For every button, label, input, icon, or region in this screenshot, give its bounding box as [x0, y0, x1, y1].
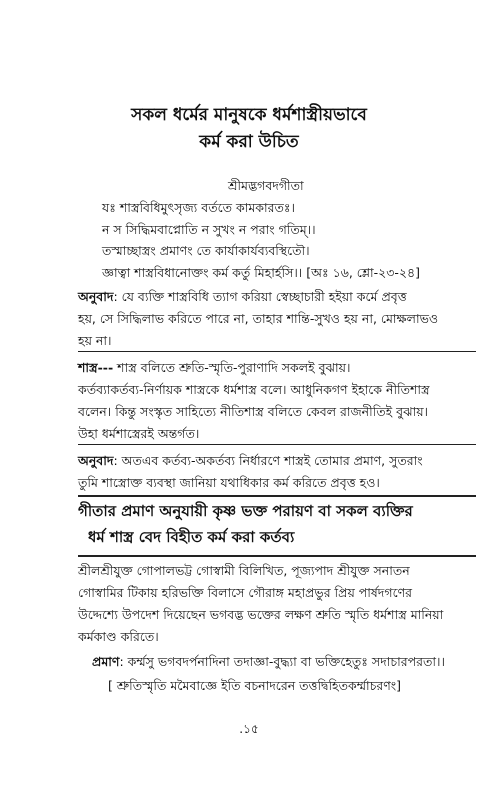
paragraph-line: উদ্দেশ্যে উপদেশ দিয়েছেন ভগবদ্ভ ভক্তের লক্ষণ শ্রুতি স্মৃতি ধর্মশাস্ত্র মানিয়া — [78, 607, 444, 622]
paragraph-line: শ্রীলশ্রীযুক্ত গোপালভট্ট গোস্বামী বিলিখিত, পূজ্যপাদ শ্রীযুক্ত সনাতন — [78, 563, 410, 578]
anubad-text: : যে ব্যক্তি শাস্ত্রবিধি ত্যাগ করিয়া স্বেচ্ছাচারী হইয়া কর্মে প্রবৃত্ত — [113, 289, 407, 304]
page-number: .১৫ — [239, 722, 259, 736]
verse-line: তস্মাচ্ছাস্ত্রং প্রমাণং তে কার্যাকার্যব্যবস্থিতৌ। — [102, 243, 310, 258]
shastra-line: উহা ধর্মশাস্ত্রেরই অন্তর্গত। — [78, 426, 200, 441]
anubad-paragraph-1 — [78, 289, 407, 305]
divider — [78, 444, 476, 445]
pramana-text: : কর্ম্মসু ভগবদর্পনাদিনা তদাজ্ঞা-বুদ্ধ্যা বা ভক্তিহেতুঃ সদাচারপরতা।। — [119, 654, 445, 669]
page-title-line-2: কর্ম করা উচিত — [199, 132, 299, 152]
subheading-line-2: ধর্ম শাস্ত্র বেদ বিহীত কর্ম করা কর্তব্য — [88, 528, 295, 546]
shastra-line: কর্তব্যাকর্তব্য-নির্ণায়ক শাস্ত্রকে ধর্মশাস্ত্র বলে। আধুনিকগণ ইহাকে নীতিশাস্ত্র — [78, 382, 430, 397]
divider — [78, 495, 476, 497]
shastra-text: শাস্ত্র বলিতে শ্রুতি-স্মৃতি-পুরাণাদি সকলই বুঝায়। — [113, 360, 351, 375]
source-label: শ্রীমদ্ভগবদগীতা — [228, 178, 304, 193]
paragraph-line: গোস্বামির টিকায় হরিভক্তি বিলাসে গৌরাঙ্গ মহাপ্রভুর প্রিয় পার্ষদগণের — [78, 585, 413, 600]
anubad-paragraph-2 — [78, 453, 423, 469]
divider — [78, 351, 476, 352]
verse-line: ন স সিদ্ধিমবাপ্নোতি ন সুখং ন পরাং গতিম্।। — [102, 222, 316, 237]
anubad-line: তুমি শাস্ত্রোক্ত ব্যবস্থা জানিয়া যথাধিকার কর্ম করিতে প্রবৃত্ত হও। — [78, 475, 380, 490]
verse-line: যঃ শাস্ত্রবিধিমুৎসৃজ্য বর্ততে কামকারতঃ। — [102, 200, 296, 215]
anubad-label: অনুবাদ — [78, 289, 114, 304]
pramana-label: প্রমাণ — [92, 654, 120, 669]
pramana-line — [92, 654, 445, 670]
anubad-text: : অতএব কর্তব্য-অকর্তব্য নির্ধারণে শাস্ত্রই তোমার প্রমাণ, সুতরাং — [113, 453, 423, 468]
anubad-label: অনুবাদ — [78, 453, 114, 468]
bracket-note: [ শ্রুতিস্মৃতি মমৈবাজ্ঞে ইতি বচনাদরেন তত্তদ্বিহিতকর্ম্মাচরণং] — [108, 678, 402, 693]
subheading-line-1: গীতার প্রমাণ অনুযায়ী কৃষ্ণ ভক্ত পরায়ণ বা সকল ব্যক্তির — [78, 502, 413, 520]
shastra-paragraph — [78, 360, 350, 376]
paragraph-line: কর্মকাণ্ড করিতে। — [78, 629, 159, 644]
divider — [78, 555, 476, 557]
page-title-line-1: সকল ধর্মের মানুষকে ধর্মশাস্ত্রীয়ভাবে — [131, 105, 367, 125]
shastra-line: বলেন। কিন্তু সংস্কৃত সাহিত্যে নীতিশাস্ত্র বলিতে কেবল রাজনীতিই বুঝায়। — [78, 404, 429, 419]
verse-line: জ্ঞাত্বা শাস্ত্রবিধানোক্তং কর্ম কর্তু মিহার্হসি।। [অঃ ১৬, শ্লো-২৩-২৪] — [102, 265, 421, 280]
anubad-line: হয় না। — [78, 333, 112, 348]
anubad-line: হয়, সে সিদ্ধিলাভ করিতে পারে না, তাহার শান্তি-সুখও হয় না, মোক্ষলাভও — [78, 311, 439, 326]
shastra-label: শাস্ত্র--- — [78, 360, 114, 375]
